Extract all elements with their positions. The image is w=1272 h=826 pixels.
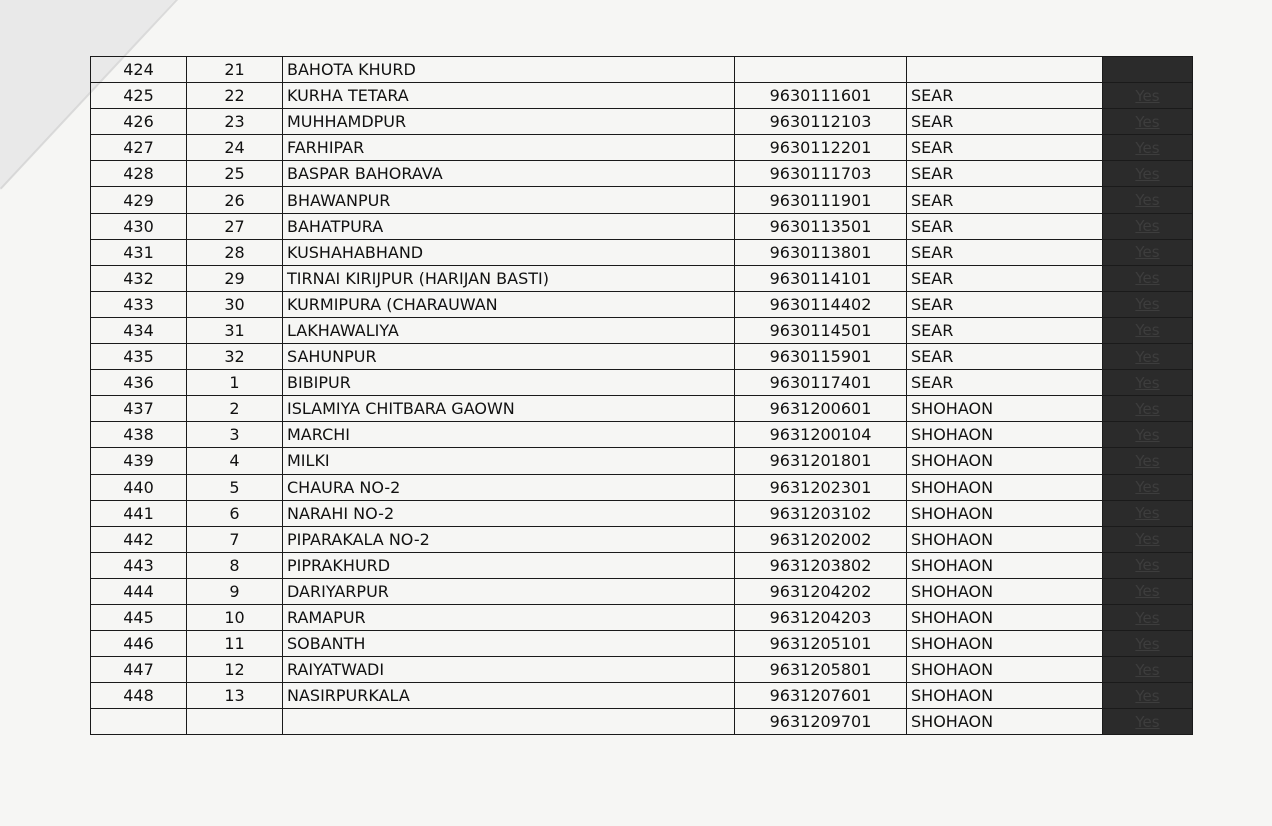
row-number-cell: 10 (187, 604, 283, 630)
village-name-cell: KUSHAHABHAND (283, 239, 735, 265)
village-code-cell: 9631204203 (735, 604, 907, 630)
block-cell: SHOHAON (907, 709, 1103, 735)
serial-cell: 427 (91, 135, 187, 161)
block-cell: SHOHAON (907, 500, 1103, 526)
block-cell: SEAR (907, 317, 1103, 343)
village-name-cell: PIPARAKALA NO-2 (283, 526, 735, 552)
status-cell: Yes (1103, 370, 1193, 396)
status-cell: Yes (1103, 657, 1193, 683)
table-row (91, 396, 1193, 422)
row-number-cell: 1 (187, 370, 283, 396)
serial-cell: 432 (91, 265, 187, 291)
serial-cell: 444 (91, 578, 187, 604)
block-cell: SHOHAON (907, 604, 1103, 630)
serial-cell: 424 (91, 57, 187, 83)
status-cell (1103, 57, 1193, 83)
table-row (91, 552, 1193, 578)
row-number-cell: 8 (187, 552, 283, 578)
status-cell: Yes (1103, 500, 1193, 526)
table-row (91, 422, 1193, 448)
block-cell: SEAR (907, 213, 1103, 239)
row-number-cell: 6 (187, 500, 283, 526)
block-cell: SHOHAON (907, 396, 1103, 422)
village-code-cell: 9631203802 (735, 552, 907, 578)
village-name-cell: BIBIPUR (283, 370, 735, 396)
row-number-cell: 4 (187, 448, 283, 474)
table-row (91, 709, 1193, 735)
village-code-cell: 9631202002 (735, 526, 907, 552)
serial-cell: 434 (91, 317, 187, 343)
row-number-cell: 11 (187, 631, 283, 657)
village-name-cell: BAHATPURA (283, 213, 735, 239)
table-row (91, 526, 1193, 552)
village-code-cell: 9630114402 (735, 291, 907, 317)
village-code-cell: 9631209701 (735, 709, 907, 735)
table-body (91, 57, 1193, 735)
village-code-cell: 9631203102 (735, 500, 907, 526)
village-code-cell: 9631200104 (735, 422, 907, 448)
block-cell: SEAR (907, 344, 1103, 370)
serial-cell: 438 (91, 422, 187, 448)
table-row (91, 500, 1193, 526)
serial-cell: 437 (91, 396, 187, 422)
village-name-cell: ISLAMIYA CHITBARA GAOWN (283, 396, 735, 422)
block-cell: SEAR (907, 265, 1103, 291)
status-cell: Yes (1103, 422, 1193, 448)
village-name-cell: MILKI (283, 448, 735, 474)
serial-cell: 448 (91, 683, 187, 709)
village-name-cell: LAKHAWALIYA (283, 317, 735, 343)
row-number-cell: 22 (187, 83, 283, 109)
block-cell: SHOHAON (907, 448, 1103, 474)
table-row (91, 657, 1193, 683)
block-cell: SEAR (907, 239, 1103, 265)
village-code-cell: 9630113501 (735, 213, 907, 239)
serial-cell: 435 (91, 344, 187, 370)
row-number-cell: 27 (187, 213, 283, 239)
row-number-cell: 26 (187, 187, 283, 213)
row-number-cell (187, 709, 283, 735)
table-row (91, 213, 1193, 239)
serial-cell: 439 (91, 448, 187, 474)
village-name-cell: SAHUNPUR (283, 344, 735, 370)
table-row (91, 265, 1193, 291)
village-name-cell: BAHOTA KHURD (283, 57, 735, 83)
table-row (91, 291, 1193, 317)
block-cell: SEAR (907, 83, 1103, 109)
serial-cell: 440 (91, 474, 187, 500)
serial-cell: 436 (91, 370, 187, 396)
village-code-cell: 9630113801 (735, 239, 907, 265)
row-number-cell: 28 (187, 239, 283, 265)
row-number-cell: 25 (187, 161, 283, 187)
village-name-cell: TIRNAI KIRIJPUR (HARIJAN BASTI) (283, 265, 735, 291)
village-name-cell (283, 709, 735, 735)
row-number-cell: 7 (187, 526, 283, 552)
block-cell: SEAR (907, 370, 1103, 396)
serial-cell: 430 (91, 213, 187, 239)
block-cell: SHOHAON (907, 422, 1103, 448)
row-number-cell: 29 (187, 265, 283, 291)
status-cell: Yes (1103, 161, 1193, 187)
village-code-cell: 9630117401 (735, 370, 907, 396)
village-code-cell: 9631201801 (735, 448, 907, 474)
table-row (91, 187, 1193, 213)
status-cell: Yes (1103, 239, 1193, 265)
serial-cell: 446 (91, 631, 187, 657)
serial-cell: 441 (91, 500, 187, 526)
table-row (91, 631, 1193, 657)
village-code-cell: 9630112103 (735, 109, 907, 135)
village-code-cell (735, 57, 907, 83)
village-name-cell: KURHA TETARA (283, 83, 735, 109)
row-number-cell: 2 (187, 396, 283, 422)
status-cell: Yes (1103, 526, 1193, 552)
table-container (90, 56, 1192, 750)
row-number-cell: 21 (187, 57, 283, 83)
row-number-cell: 24 (187, 135, 283, 161)
village-name-cell: KURMIPURA (CHARAUWAN (283, 291, 735, 317)
block-cell: SHOHAON (907, 552, 1103, 578)
serial-cell: 433 (91, 291, 187, 317)
table-row (91, 317, 1193, 343)
village-name-cell: FARHIPAR (283, 135, 735, 161)
serial-cell: 442 (91, 526, 187, 552)
village-code-cell: 9630115901 (735, 344, 907, 370)
serial-cell: 428 (91, 161, 187, 187)
serial-cell: 429 (91, 187, 187, 213)
serial-cell: 443 (91, 552, 187, 578)
block-cell: SHOHAON (907, 474, 1103, 500)
status-cell: Yes (1103, 396, 1193, 422)
village-code-cell: 9630114501 (735, 317, 907, 343)
status-cell: Yes (1103, 344, 1193, 370)
block-cell: SHOHAON (907, 657, 1103, 683)
village-code-cell: 9630111601 (735, 83, 907, 109)
row-number-cell: 31 (187, 317, 283, 343)
status-cell: Yes (1103, 709, 1193, 735)
status-cell: Yes (1103, 317, 1193, 343)
block-cell: SEAR (907, 109, 1103, 135)
village-name-cell: SOBANTH (283, 631, 735, 657)
table-row (91, 344, 1193, 370)
block-cell: SHOHAON (907, 526, 1103, 552)
village-code-cell: 9630114101 (735, 265, 907, 291)
table-row (91, 474, 1193, 500)
row-number-cell: 12 (187, 657, 283, 683)
village-code-cell: 9631205801 (735, 657, 907, 683)
table-row (91, 57, 1193, 83)
status-cell: Yes (1103, 683, 1193, 709)
table-row (91, 448, 1193, 474)
status-cell: Yes (1103, 135, 1193, 161)
block-cell: SEAR (907, 291, 1103, 317)
serial-cell: 426 (91, 109, 187, 135)
table-row (91, 135, 1193, 161)
village-code-cell: 9631200601 (735, 396, 907, 422)
village-name-cell: MARCHI (283, 422, 735, 448)
serial-cell: 445 (91, 604, 187, 630)
block-cell: SHOHAON (907, 578, 1103, 604)
block-cell (907, 57, 1103, 83)
serial-cell: 425 (91, 83, 187, 109)
village-name-cell: MUHHAMDPUR (283, 109, 735, 135)
serial-cell (91, 709, 187, 735)
table-row (91, 683, 1193, 709)
village-name-cell: PIPRAKHURD (283, 552, 735, 578)
village-name-cell: BASPAR BAHORAVA (283, 161, 735, 187)
status-cell: Yes (1103, 109, 1193, 135)
status-cell: Yes (1103, 474, 1193, 500)
village-code-cell: 9631205101 (735, 631, 907, 657)
village-code-cell: 9631207601 (735, 683, 907, 709)
village-name-cell: NARAHI NO-2 (283, 500, 735, 526)
block-cell: SEAR (907, 187, 1103, 213)
status-cell: Yes (1103, 604, 1193, 630)
block-cell: SEAR (907, 161, 1103, 187)
village-name-cell: CHAURA NO-2 (283, 474, 735, 500)
status-cell: Yes (1103, 187, 1193, 213)
table-row (91, 370, 1193, 396)
table-row (91, 109, 1193, 135)
block-cell: SHOHAON (907, 631, 1103, 657)
table-row (91, 239, 1193, 265)
table-row (91, 161, 1193, 187)
village-name-cell: RAMAPUR (283, 604, 735, 630)
status-cell: Yes (1103, 631, 1193, 657)
village-name-cell: DARIYARPUR (283, 578, 735, 604)
village-table (90, 56, 1193, 735)
table-row (91, 83, 1193, 109)
village-name-cell: BHAWANPUR (283, 187, 735, 213)
village-code-cell: 9630111901 (735, 187, 907, 213)
serial-cell: 447 (91, 657, 187, 683)
village-name-cell: RAIYATWADI (283, 657, 735, 683)
table-row (91, 578, 1193, 604)
status-cell: Yes (1103, 578, 1193, 604)
village-name-cell: NASIRPURKALA (283, 683, 735, 709)
row-number-cell: 30 (187, 291, 283, 317)
status-cell: Yes (1103, 83, 1193, 109)
row-number-cell: 3 (187, 422, 283, 448)
row-number-cell: 13 (187, 683, 283, 709)
block-cell: SEAR (907, 135, 1103, 161)
status-cell: Yes (1103, 213, 1193, 239)
status-cell: Yes (1103, 448, 1193, 474)
village-code-cell: 9630112201 (735, 135, 907, 161)
village-code-cell: 9631204202 (735, 578, 907, 604)
row-number-cell: 23 (187, 109, 283, 135)
status-cell: Yes (1103, 291, 1193, 317)
row-number-cell: 9 (187, 578, 283, 604)
status-cell: Yes (1103, 552, 1193, 578)
village-code-cell: 9630111703 (735, 161, 907, 187)
table-row (91, 604, 1193, 630)
status-cell: Yes (1103, 265, 1193, 291)
row-number-cell: 32 (187, 344, 283, 370)
serial-cell: 431 (91, 239, 187, 265)
block-cell: SHOHAON (907, 683, 1103, 709)
row-number-cell: 5 (187, 474, 283, 500)
village-code-cell: 9631202301 (735, 474, 907, 500)
